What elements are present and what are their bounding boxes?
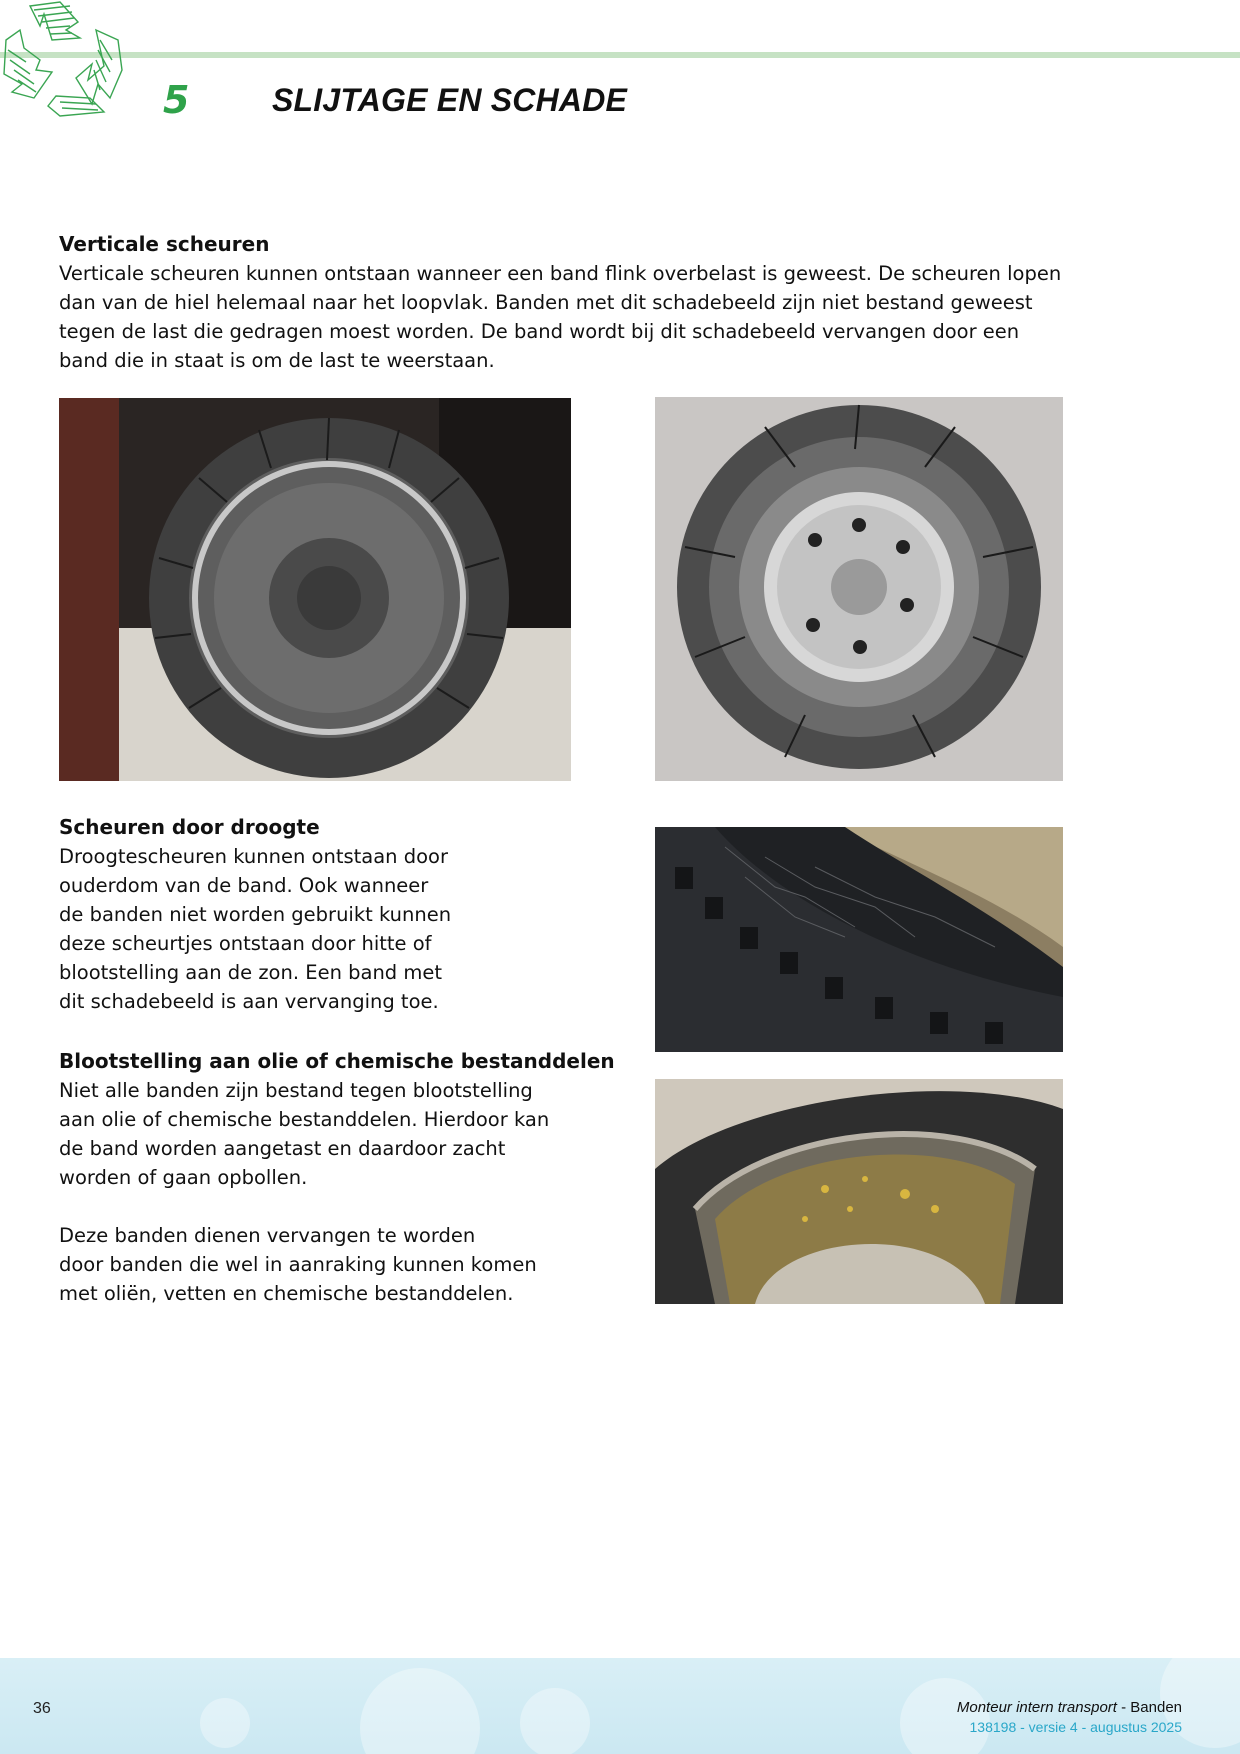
document-title: Monteur intern transport - Banden [956,1699,1182,1716]
section-oil [59,1047,659,1308]
section-text: Deze banden dienen vervangen te worden door banden die wel in aanraking kunnen komen met oliën, vetten en chemische bestanddelen. [59,1224,537,1305]
section-heading: Scheuren door droogte [59,815,320,839]
photo-vertical-cracks-forklift [59,398,571,781]
chapter-title: SLIJTAGE EN SCHADE [272,82,628,118]
photo-vertical-cracks-wheel [655,397,1063,781]
section-text: Niet alle banden zijn bestand tegen blootstelling aan olie of chemische bestanddelen. Hierdoor kan de band worden aangetast en daardoor zacht worden of gaan opbollen. [59,1079,550,1189]
section-text: Droogtescheuren kunnen ontstaan door ouderdom van de band. Ook wanneer de banden niet worden gebruikt kunnen deze scheurtjes ontstaan door hitte of blootstelling aan de zon. Een band met dit schadebeeld is aan vervanging toe. [59,845,452,1013]
section-vertical [59,230,1079,375]
section-heading: Verticale scheuren [59,232,270,256]
section-text: Verticale scheuren kunnen ontstaan wanneer een band flink overbelast is geweest. De scheuren lopen dan van de hiel helemaal naar het loopvlak. Banden met dit schadebeeld zijn niet bestand geweest tegen de last die gedragen moest worden. De band wordt bij dit schadebeeld vervangen door een band die in staat is om de last te weerstaan. [59,262,1062,372]
photo-oil-damage [655,1079,1063,1304]
photo-drought-cracks [655,827,1063,1052]
document-version: 138198 - versie 4 - augustus 2025 [969,1719,1182,1735]
section-drought [59,813,619,1016]
header-rule [0,52,1240,58]
chapter-number: 5 [163,78,190,122]
recycle-icon [0,0,140,118]
section-heading: Blootstelling aan olie of chemische bestanddelen [59,1049,615,1073]
page-number: 36 [33,1700,51,1717]
